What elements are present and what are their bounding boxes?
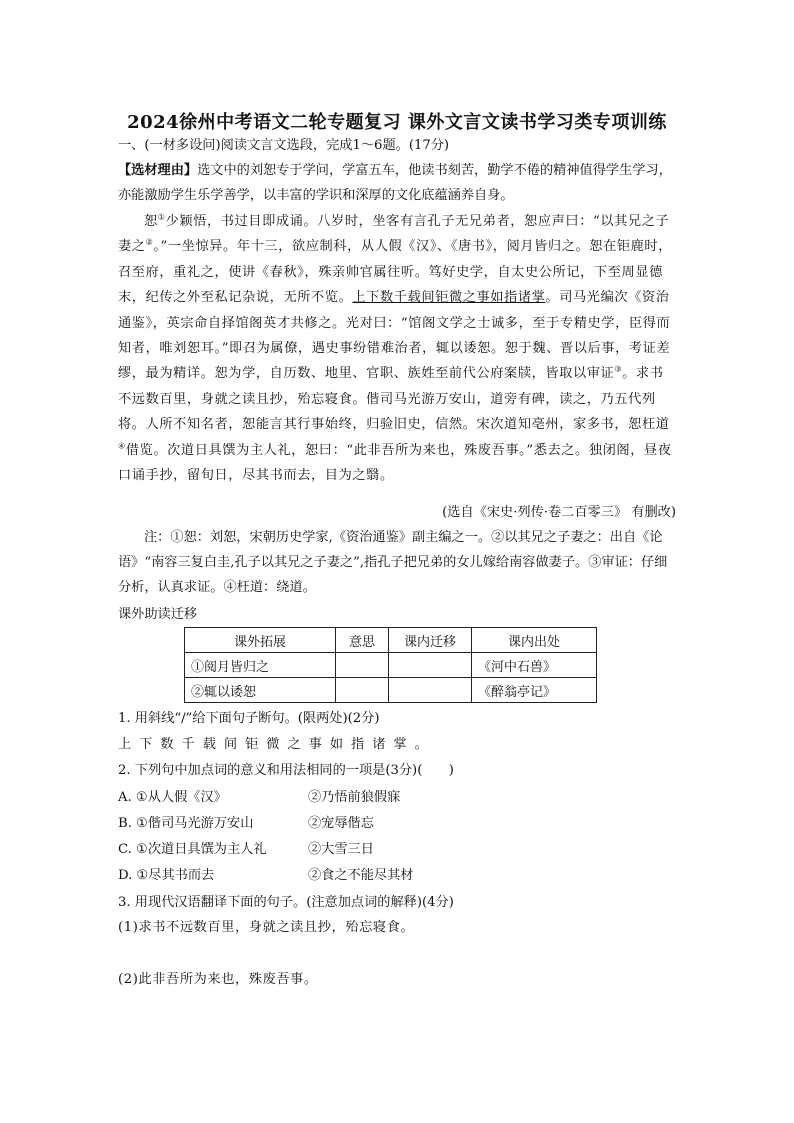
question-3-item-1: (1)求书不远数百里，身就之读且抄，殆忘寝食。 xyxy=(118,920,415,935)
table-cell: 《醉翁亭记》 xyxy=(472,678,597,703)
table-cell-blank[interactable] xyxy=(389,678,472,703)
annotations: 注：①恕：刘恕，宋朝历史学家,《资治通鉴》副主编之一。②以其兄之子妻之：出自《论语》“南容三复白圭,孔子以其兄之子妻之”,指孔子把兄弟的女儿嫁给南容做妻子。③审证：仔细分析，认真求证。④枉道：绕道。 xyxy=(118,530,668,595)
section-heading: 一、(一材多设问)阅读文言文选段，完成1～6题。(17分) xyxy=(118,138,450,153)
migration-title: 课外助读迁移 xyxy=(118,607,198,622)
note-mark: ③ xyxy=(614,365,623,375)
page-title: 2024徐州中考语文二轮专题复习 课外文言文读书学习类专项训练 xyxy=(127,112,667,133)
table-cell: ①阅月皆归之 xyxy=(185,653,336,678)
underlined-sentence: 上下数千载间钜微之事如指诸掌 xyxy=(352,290,546,306)
note-mark: ① xyxy=(157,212,166,222)
reason-text: 选文中的刘恕专于学问，学富五车，他读书刻苦，勤学不倦的精神值得学生学习，亦能激励学生乐学善学，以丰富的学识和深厚的文化底蕴涵养自身。 xyxy=(118,163,672,203)
note-mark: ② xyxy=(145,238,154,248)
table-header: 课外拓展 xyxy=(185,628,336,653)
option-a xyxy=(118,786,401,810)
option-d-right: ②食之不能尽其材 xyxy=(308,868,414,883)
question-3-item-2: (2)此非吾所为来也，殊废吾事。 xyxy=(118,972,318,987)
reason-label: 【选材理由】 xyxy=(118,163,198,178)
table-cell-blank[interactable] xyxy=(389,653,472,678)
table-row xyxy=(185,678,597,703)
question-3: 3. 用现代汉语翻译下面的句子。(注意加点词的解释)(4分) xyxy=(118,895,454,910)
option-a-right: ②乃悟前狼假寐 xyxy=(308,790,401,805)
passage-part: 。司马光编次《资治通鉴》，英宗命自择馆阁英才共修之。光对曰：“馆阁文学之士诚多，至于专精史学，臣得而知者，唯刘恕耳。”即召为属僚，遇史事纷错难治者，辄以诿恕。恕于魏、晋以后事，考证差缪，最为精详。恕为学，自历数、地里、官职、族姓至前代公府案牍，皆取以审证 xyxy=(118,290,671,382)
passage-part: 借览。次道日具馔为主人礼，恕曰：“此非吾所为来也，殊废吾事。”悉去之。独闭阁，昼夜口诵手抄，留旬日，尽其书而去，目为之翳。 xyxy=(118,442,672,484)
question-1-sentence: 上下数千载间钜微之事如指诸掌。 xyxy=(118,737,436,752)
table-cell: ②辄以诿恕 xyxy=(185,678,336,703)
note-mark: ④ xyxy=(118,441,126,451)
table-header-row xyxy=(185,628,597,653)
option-d-left: D. ①尽其书而去 xyxy=(118,868,215,883)
option-b xyxy=(118,812,374,836)
option-a-left: A. ①从人假《汉》 xyxy=(118,790,227,805)
passage-part: 恕 xyxy=(144,214,158,229)
table-header: 课内迁移 xyxy=(389,628,472,653)
option-c-left: C. ①次道日具馔为主人礼 xyxy=(118,842,267,857)
option-d xyxy=(118,864,414,888)
passage-part: 。”一坐惊异。年十三，欲应制科，从人假《汉》、《唐书》，阅月皆归之。恕在钜鹿时，召至府，重礼之，使讲《春秋》，殊亲帅官属往听。笃好史学，自太史公所记，下至周显德末，纪传之外至私记杂说，无所不览。 xyxy=(118,239,673,306)
option-b-right: ②宠辱偕忘 xyxy=(308,816,374,831)
passage-part: 少颖悟，书过目即成诵。八岁时，坐客有言孔子无兄弟者，恕应声曰：“以其兄之子妻之 xyxy=(118,214,670,255)
question-1: 1. 用斜线“/”给下面句子断句。(限两处)(2分) xyxy=(118,711,380,726)
option-c xyxy=(118,838,374,862)
table-cell-blank[interactable] xyxy=(336,653,389,678)
migration-table xyxy=(184,627,597,703)
selection-reason xyxy=(118,158,676,208)
option-c-right: ②大雪三日 xyxy=(308,842,374,857)
passage-source: (选自《宋史·列传·卷二百零三》 有删改) xyxy=(442,505,676,520)
table-cell: 《河中石兽》 xyxy=(472,653,597,678)
table-header: 课内出处 xyxy=(472,628,597,653)
passage-part: 。求书不远数百里，身就之读且抄，殆忘寝食。偕司马光游万安山，道旁有碑，读之，乃五代列将。人所不知名者，恕能言其行事始终，归验旧史，信然。宋次道知亳州，家多书，恕枉道 xyxy=(118,366,670,433)
option-b-left: B. ①偕司马光游万安山 xyxy=(118,816,254,831)
classical-passage xyxy=(118,209,676,488)
table-header: 意思 xyxy=(336,628,389,653)
table-cell-blank[interactable] xyxy=(336,678,389,703)
table-row xyxy=(185,653,597,678)
question-2: 2. 下列句中加点词的意义和用法相同的一项是(3分)( ) xyxy=(118,763,454,778)
